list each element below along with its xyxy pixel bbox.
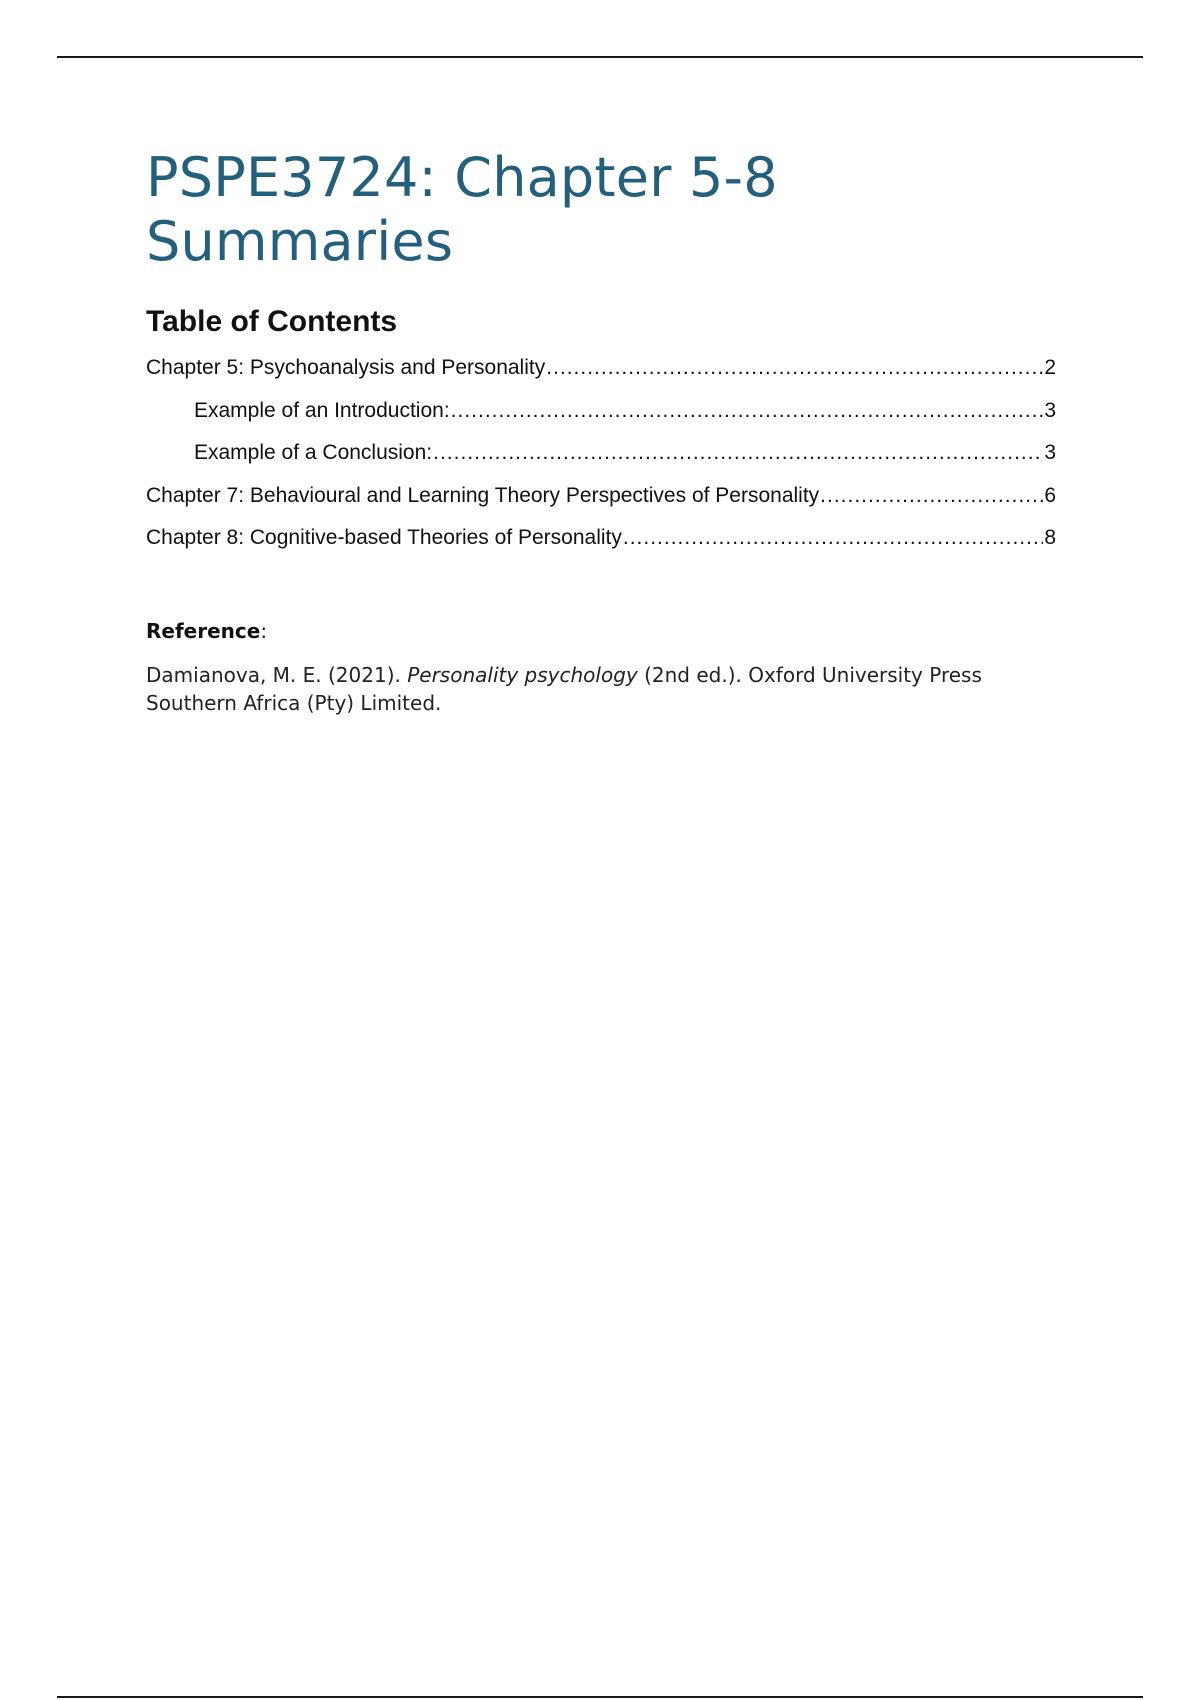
toc-entry-conclusion-example[interactable] <box>146 441 1056 484</box>
toc-page-number: 8 <box>1044 526 1056 549</box>
toc-entry-label: Example of an Introduction: <box>194 398 450 422</box>
citation-book-title: Personality psychology <box>407 662 638 687</box>
table-of-contents <box>146 356 1056 569</box>
toc-entry-label: Chapter 8: Cognitive-based Theories of Personality <box>146 526 622 549</box>
toc-heading: Table of Contents <box>146 305 398 338</box>
header-rule <box>57 56 1143 58</box>
toc-dot-leader <box>820 484 1043 505</box>
reference-citation <box>146 661 1046 717</box>
toc-dot-leader <box>451 399 1044 420</box>
reference-heading <box>146 617 1056 645</box>
citation-edition-publisher: (2nd ed.). Oxford University Press <box>637 662 982 687</box>
page-content <box>146 146 1056 717</box>
toc-entry-chapter-5[interactable] <box>146 356 1056 399</box>
toc-dot-leader <box>433 441 1043 462</box>
toc-page-number: 2 <box>1044 356 1056 379</box>
footer-rule <box>57 1696 1143 1698</box>
citation-authors-year: Damianova, M. E. (2021). <box>146 662 408 687</box>
toc-entry-label: Chapter 5: Psychoanalysis and Personality <box>146 356 546 379</box>
document-title <box>146 146 1056 274</box>
reference-label: Reference <box>146 618 261 643</box>
toc-page-number: 3 <box>1044 441 1056 464</box>
reference-label-colon: : <box>260 618 268 643</box>
toc-entry-chapter-7[interactable] <box>146 484 1056 527</box>
toc-dot-leader <box>623 526 1043 547</box>
toc-dot-leader <box>546 356 1043 377</box>
toc-page-number: 6 <box>1044 483 1056 507</box>
toc-entry-label: Example of a Conclusion: <box>194 441 433 464</box>
document-title-line-1: PSPE3724: Chapter 5-8 <box>146 146 778 209</box>
toc-entry-introduction-example[interactable] <box>146 399 1056 442</box>
toc-entry-label: Chapter 7: Behavioural and Learning Theory Perspectives of Personality <box>146 483 820 507</box>
citation-publisher-continued: Southern Africa (Pty) Limited. <box>146 690 442 715</box>
toc-entry-chapter-8[interactable] <box>146 526 1056 569</box>
document-title-line-2: Summaries <box>146 210 454 273</box>
toc-page-number: 3 <box>1044 398 1056 422</box>
